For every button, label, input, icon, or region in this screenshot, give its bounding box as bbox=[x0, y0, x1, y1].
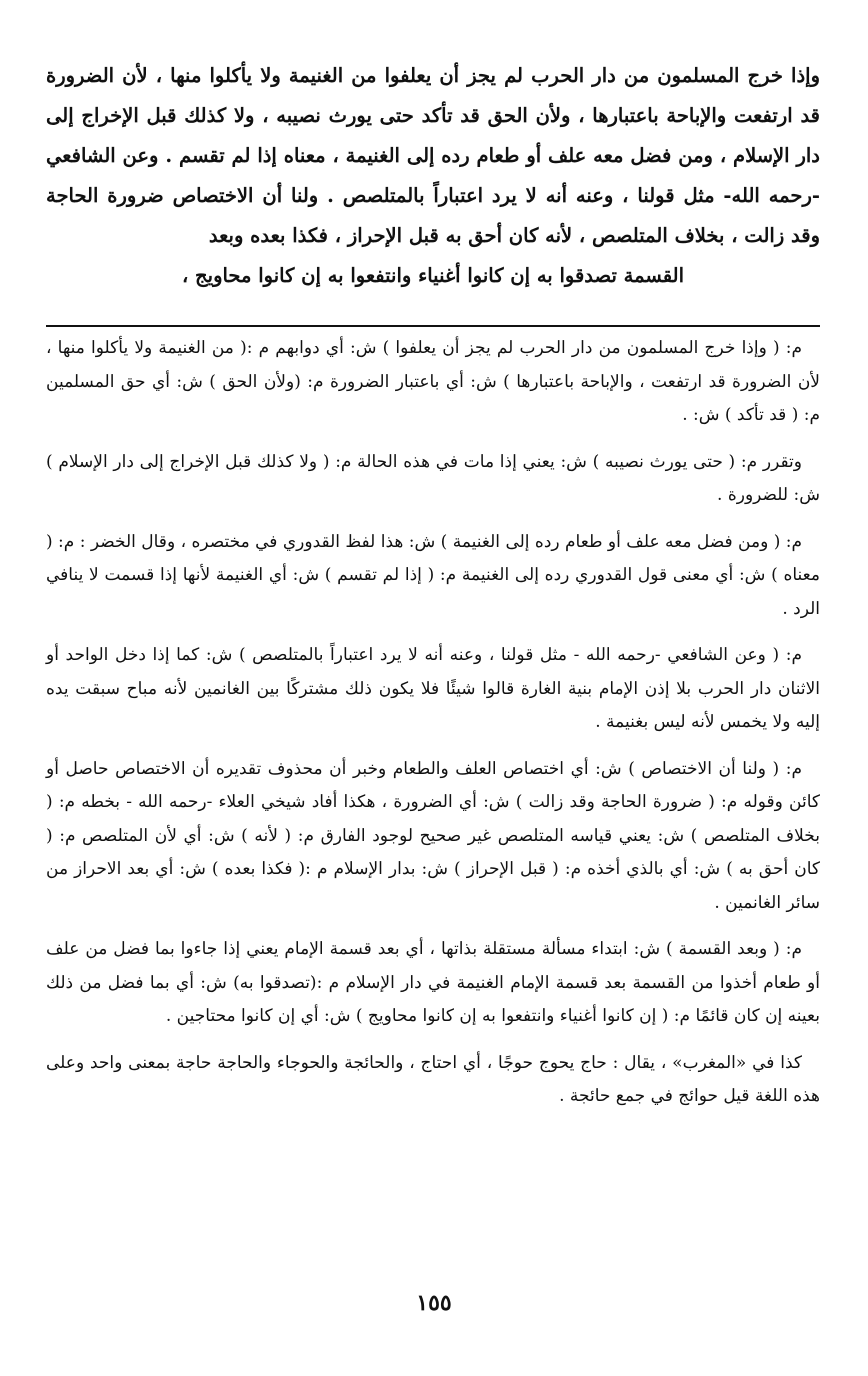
page-number: ١٥٥ bbox=[416, 1290, 452, 1316]
section-divider bbox=[46, 325, 820, 327]
commentary-paragraph: كذا في «المغرب» ، يقال : حاج يحوج حوجًا ، أي احتاج ، والحائجة والحوجاء والحاجة حاجة بمعنى واحد وعلى هذه اللغة قيل حوائج في جمع حائجة . bbox=[46, 1052, 820, 1106]
commentary-paragraph: م: ( ولنا أن الاختصاص ) ش: أي اختصاص العلف والطعام وخبر أن محذوف تقديره أن الاختصاص حاصل أو كائن وقوله م: ( ضرورة الحاجة وقد زالت ) ش: أي الضرورة ، هكذا أفاد شيخي العلاء -رحمه الله - بخطه م: ( بخلاف المتلصص ) ش: يعني قياسه المتلصص غير صحيح لوجود الفارق م: ( لأنه ) ش: أي لأن المتلصص م: ( كان أحق به ) ش: أي بالذي أخذه م: ( قبل الإحراز ) ش: بدار الإسلام م :( فكذا بعده ) ش: أي بعد الاحراز من سائر الغانمين . bbox=[46, 758, 820, 913]
main-text-body: وإذا خرج المسلمون من دار الحرب لم يجز أن يعلفوا من الغنيمة ولا يأكلوا منها ، لأن الضرورة قد ارتفعت والإباحة باعتبارها ، ولأن الحق قد تأكد حتى يورث نصيبه ، ولا كذلك قبل الإخراج إلى دار الإسلام ، ومن فضل معه علف أو طعام رده إلى الغنيمة ، معناه إذا لم تقسم . وعن الشافعي -رحمه الله- مثل قولنا ، وعنه أنه لا يرد اعتباراً بالمتلصص . ولنا أن الاختصاص ضرورة الحاجة وقد زالت ، بخلاف المتلصص ، لأنه كان أحق به قبل الإحراز ، فكذا بعده وبعد bbox=[46, 64, 820, 247]
commentary bbox=[46, 332, 820, 1127]
commentary-paragraph: م: ( وبعد القسمة ) ش: ابتداء مسألة مستقلة بذاتها ، أي بعد قسمة الإمام يعني إذا جاءوا بما فضل من علف أو طعام أخذوا من القسمة بعد قسمة الإمام الغنيمة في دار الإسلام م :(تصدقوا به) ش: أي بما فضل من ذلك بعينه إن كان قائمًا م: ( إن كانوا أغنياء وانتفعوا به إن كانوا محاويج ) ش: أي إن كانوا محتاجين . bbox=[46, 939, 820, 1026]
commentary-paragraph: م: ( وإذا خرج المسلمون من دار الحرب لم يجز أن يعلفوا ) ش: أي دوابهم م :( من الغنيمة ولا يأكلوا منها ، لأن الضرورة قد ارتفعت ، والإباحة باعتبارها ) ش: أي باعتبار الضرورة م: (ولأن الحق ) ش: أي حق المسلمين م: ( قد تأكد ) ش: . bbox=[46, 338, 820, 425]
main-text-last-line: القسمة تصدقوا به إن كانوا أغنياء وانتفعوا به إن كانوا محاويج ، bbox=[181, 264, 685, 287]
commentary-paragraph: م: ( ومن فضل معه علف أو طعام رده إلى الغنيمة ) ش: هذا لفظ القدوري في مختصره ، وقال الخضر : م: ( معناه ) ش: أي معنى قول القدوري رده إلى الغنيمة م: ( إذا لم تقسم ) ش: أي الغنيمة لأنها إذا قسمت لا ينافي الرد . bbox=[46, 531, 820, 619]
commentary-paragraph: م: ( وعن الشافعي -رحمه الله - مثل قولنا ، وعنه أنه لا يرد اعتباراً بالمتلصص ) ش: كما إذا دخل الواحد أو الاثنان دار الحرب بلا إذن الإمام بنية الغارة قالوا شيئًا فلا يكون ذلك مشتركًا بين الغانمين لأنه مباح سبقت يده إليه ولا يخمس لأنه ليس بغنيمة . bbox=[46, 645, 820, 732]
commentary-paragraph: وتقرر م: ( حتى يورث نصيبه ) ش: يعني إذا مات في هذه الحالة م: ( ولا كذلك قبل الإخراج إلى دار الإسلام ) ش: للضرورة . bbox=[46, 451, 820, 505]
main-text bbox=[46, 56, 820, 296]
